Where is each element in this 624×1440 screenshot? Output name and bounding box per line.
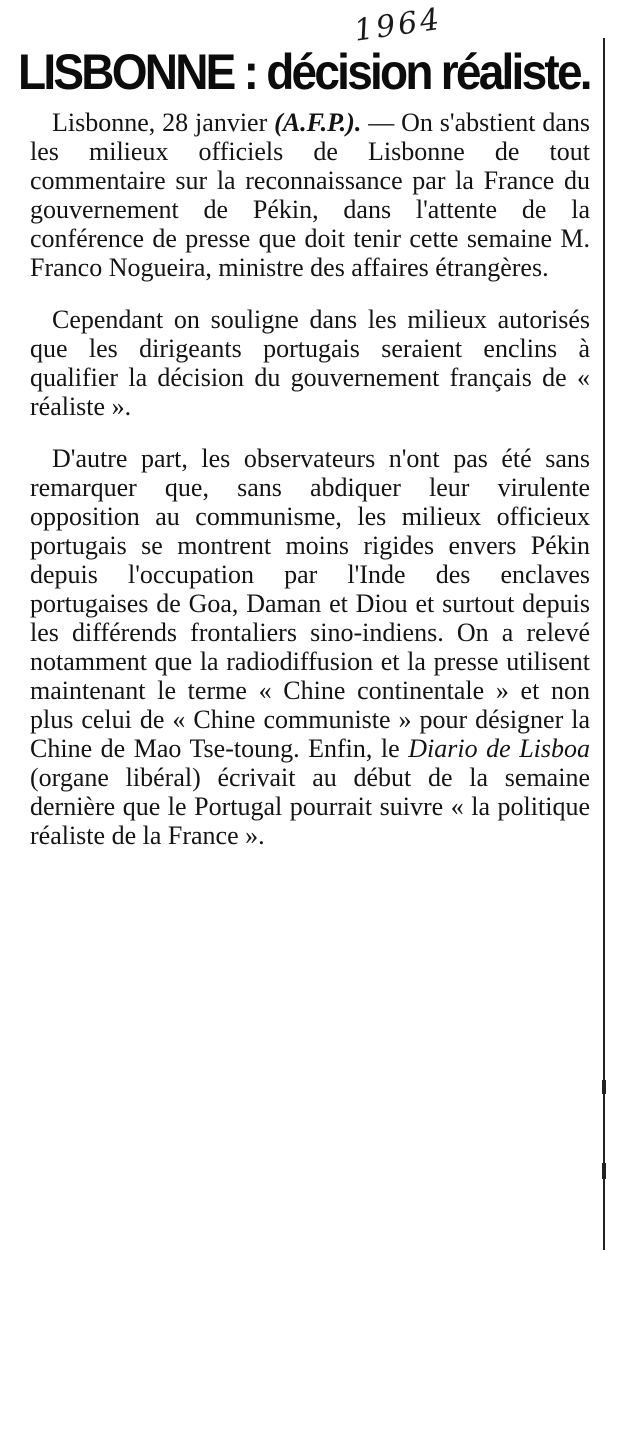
dateline-place-date: Lisbonne, 28 janvier [52, 108, 268, 137]
newspaper-name: Diario de Lisboa [408, 734, 591, 763]
paragraph-3 [30, 444, 590, 850]
column-rule-mark [602, 1163, 606, 1179]
headline: LISBONNE : décision réaliste. [18, 44, 590, 100]
column-rule [603, 38, 605, 1250]
paragraph-3-text-after: (organe libéral) écrivait au début de la semaine dernière que le Portugal pourrait suivre « la politique réaliste de la France ». [30, 763, 590, 850]
handwritten-year-annotation: 1964 [352, 1, 445, 49]
column-rule-mark [602, 1080, 606, 1094]
dateline-agency: (A.F.P.). [274, 108, 362, 137]
paragraph-3-text-before: D'autre part, les observateurs n'ont pas été sans remarquer que, sans abdiquer leur virulente opposition au communisme, les milieux officieux portugais se montrent moins rigides envers Pékin depuis l'occupation par l'Inde des enclaves portugaises de Goa, Daman et Diou et surtout depuis les différends frontaliers sino-indiens. On a relevé notamment que la radiodiffusion et la presse utilisent maintenant le terme « Chine continentale » et non plus celui de « Chine communiste » pour désigner la Chine de Mao Tse-toung. Enfin, le [30, 444, 590, 763]
paragraph-1 [30, 108, 590, 282]
paragraph-1-text: — On s'abstient dans les milieux officiels de Lisbonne de tout commentaire sur la reconnaissance par la France du gouvernement de Pékin, dans l'attente de la conférence de presse que doit tenir cette semaine M. Franco Nogueira, ministre des affaires étrangères. [30, 108, 591, 282]
paragraph-2: Cependant on souligne dans les milieux autorisés que les dirigeants portugais seraient enclins à qualifier la décision du gouvernement français de « réaliste ». [30, 305, 590, 421]
article-body [30, 108, 590, 873]
